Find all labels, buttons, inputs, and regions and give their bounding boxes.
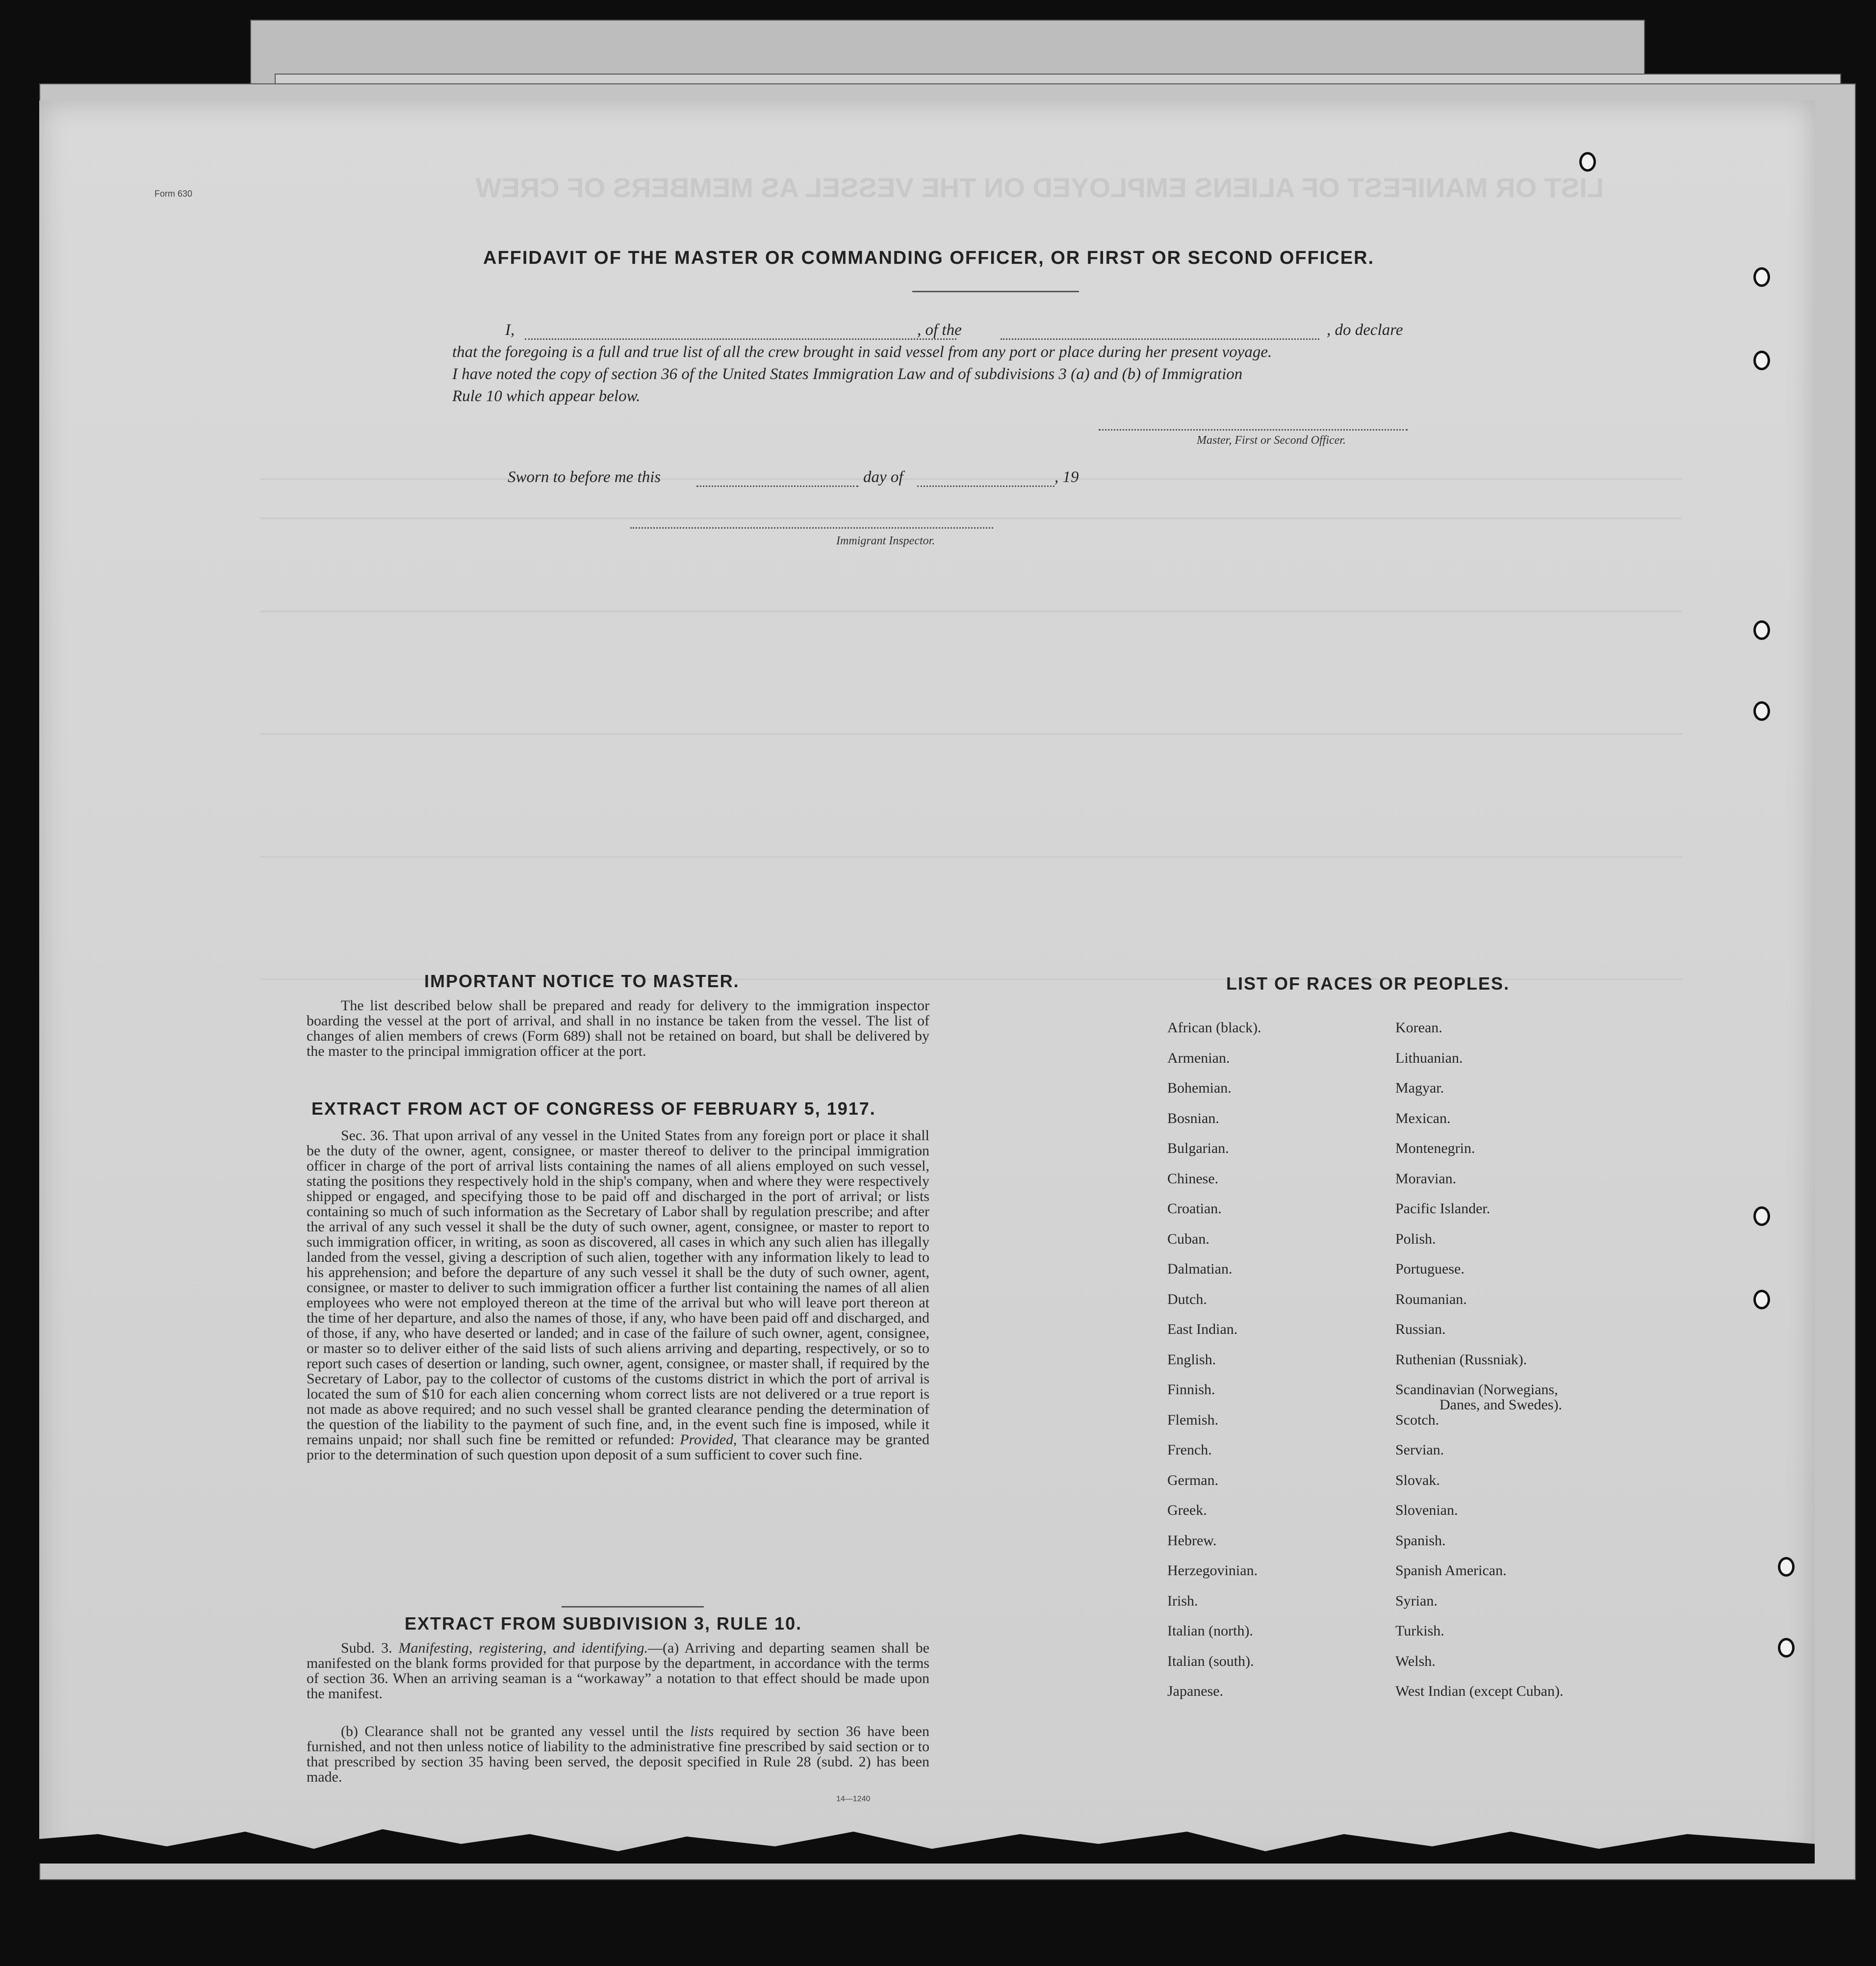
act-body: That upon arrival of any vessel in the United States from any foreign port or place it shall be the duty of the owner, agent, consignee, or master thereof to deliver to the principal immigration officer in charge of the port of arrival lists containing the names of all aliens employed on such vessel, stating the positions they respectively hold in the ship's company, when and where they were respectively shipped or engaged, and specifying those to be paid off and discharged in the port of arrival; or lists containing so much of such information as the Secretary of Labor shall by regulation prescribe; and after the arrival of any such vessel it shall be the duty of such owner, agent, consignee, or master to report to such immigration officer, in writing, as soon as discovered, all cases in which any such alien has illegally landed from the vessel, giving a description of such alien, together with any information likely to lead to his apprehension; and before the departure of any such vessel it shall be the duty of such owner, agent, consignee, or master to deliver to such immigration officer a further list containing the names of all alien employees who were not employed thereon at the time of the arrival but who will leave port thereon at the time of her departure, and also the names of those, if any, who have been paid off and discharged, and of those, if any, who have deserted or landed; and in case of the failure of such owner, agent, consignee, or master so to deliver either of the said lists of such aliens arriving and departing, respectively, or so to report such cases of desertion or landing, such owner, agent, consignee, or master shall, if required by the Secretary of Labor, pay to the collector of customs of the customs district in which the port of arrival is located the sum of $10 for each alien concerning whom correct lists are not delivered or a true report is not made as above required; and no such vessel shall be granted clearance pending the determination of the question of the liability to the payment of such fine, and, in the event such fine is imposed, while it remains unpaid; nor shall such fine be remitted or refunded: [307, 1127, 929, 1448]
inspector-signature-line [630, 527, 993, 529]
race-item: Spanish. [1395, 1532, 1446, 1549]
race-item: English. [1167, 1352, 1216, 1368]
subd-label: Subd. 3. [341, 1640, 392, 1656]
race-item: Roumanian. [1395, 1291, 1467, 1307]
act-body-end: That clearance may be granted prior to the determination of such question upon deposit of a sum sufficient to cover such fine. [307, 1431, 929, 1463]
race-item: Slovak. [1395, 1472, 1440, 1488]
subd-para-a-text: —(a) Arriving and departing seamen shall be manifested on the blank forms provided for that purpose by the department, in accordance with the terms of section 36. When an arriving seaman is a “workaway” a notation to that effect should be made upon the manifest. [307, 1640, 929, 1702]
race-item: West Indian (except Cuban). [1395, 1683, 1564, 1699]
race-item: Japanese. [1167, 1683, 1224, 1699]
subd-title: Manifesting, registering, and identifying. [398, 1640, 648, 1656]
manifest-page [39, 101, 1815, 1864]
binder-hole [1753, 701, 1770, 721]
sworn-month-line [917, 485, 1054, 487]
race-item: Portuguese. [1395, 1261, 1465, 1277]
race-item: Scotch. [1395, 1412, 1439, 1428]
binder-hole [1778, 1557, 1795, 1577]
form-code: 14—1240 [836, 1795, 871, 1803]
name-field-line [525, 338, 956, 340]
race-item: Flemish. [1167, 1412, 1219, 1428]
race-item: Greek. [1167, 1502, 1207, 1518]
signature-line [1099, 429, 1408, 431]
inspector-label: Immigrant Inspector. [836, 535, 935, 547]
race-item: Spanish American. [1395, 1562, 1507, 1579]
race-item: Cuban. [1167, 1231, 1209, 1247]
race-item: Montenegrin. [1395, 1140, 1475, 1156]
subd-para-b-lists: lists [690, 1723, 714, 1739]
affidavit-line-2: that the foregoing is a full and true list of all the crew brought in said vessel from any port or place during her present voyage. [452, 343, 1272, 361]
torn-edge [39, 1805, 1815, 1864]
subdivision-heading: EXTRACT FROM SUBDIVISION 3, RULE 10. [405, 1613, 802, 1634]
year-label: , 19 [1054, 468, 1079, 486]
divider [912, 291, 1079, 292]
race-item: Korean. [1395, 1020, 1442, 1036]
race-item: Moravian. [1395, 1171, 1457, 1187]
affidavit-line-3: I have noted the copy of section 36 of the United States Immigration Law and of subdivisions 3 (a) and (b) of Immigration [452, 365, 1243, 383]
affidavit-i: I, [505, 321, 515, 339]
race-item: Welsh. [1395, 1653, 1436, 1669]
subd-para-b-end: required by section 36 have been furnished, and not then unless notice of liability to the administrative fine prescribed by said section or to that prescribed by section 35 having been served, the deposit specified in Rule 28 (subd. 2) has been made. [307, 1723, 929, 1785]
affidavit-line-4: Rule 10 which appear below. [452, 387, 641, 405]
binder-hole [1753, 351, 1770, 370]
race-item: Dutch. [1167, 1291, 1207, 1307]
race-item: Bulgarian. [1167, 1140, 1229, 1156]
race-item: Turkish. [1395, 1623, 1444, 1639]
race-item: German. [1167, 1472, 1219, 1488]
race-item: Irish. [1167, 1593, 1198, 1609]
race-item: Italian (south). [1167, 1653, 1254, 1669]
race-item: Chinese. [1167, 1171, 1219, 1187]
notice-text: The list described below shall be prepared and ready for delivery to the immigration inspector boarding the vessel at the port of arrival, and shall in no instance be taken from the vessel. The list of changes of alien members of crews (Form 689) shall not be retained on board, but shall be delivered by the master to the principal immigration officer at the port. [307, 997, 929, 1059]
subdivision-para-b [307, 1724, 929, 1785]
races-heading: LIST OF RACES OR PEOPLES. [1226, 973, 1510, 994]
bleed-through-header: LIST OR MANIFEST OF ALIENS EMPLOYED ON THE VESSEL AS MEMBERS OF CREW [475, 172, 1604, 203]
race-item: Hebrew. [1167, 1532, 1217, 1549]
bleed-through-rule [260, 478, 1682, 480]
act-provided: Provided, [680, 1431, 737, 1448]
race-item: Croatian. [1167, 1200, 1222, 1217]
act-heading: EXTRACT FROM ACT OF CONGRESS OF FEBRUARY 5, 1917. [311, 1098, 876, 1119]
race-item: East Indian. [1167, 1321, 1238, 1337]
race-item: Armenian. [1167, 1050, 1230, 1066]
race-item: French. [1167, 1442, 1212, 1458]
binder-hole [1778, 1638, 1795, 1658]
affidavit-title: AFFIDAVIT OF THE MASTER OR COMMANDING OFFICER, OR FIRST OR SECOND OFFICER. [483, 248, 1375, 268]
race-item: Finnish. [1167, 1381, 1215, 1398]
bleed-through-rule [260, 856, 1682, 858]
act-text [307, 1128, 929, 1462]
race-item: Bohemian. [1167, 1080, 1232, 1096]
signature-label: Master, First or Second Officer. [1197, 434, 1346, 447]
race-item: Pacific Islander. [1395, 1200, 1491, 1217]
bleed-through-rule [260, 611, 1682, 613]
race-item: Bosnian. [1167, 1110, 1219, 1126]
affidavit-of-the: , of the [917, 321, 962, 339]
race-item: Danes, and Swedes). [1439, 1397, 1562, 1413]
binder-hole [1753, 1206, 1770, 1226]
binder-hole [1753, 267, 1770, 287]
race-item: Ruthenian (Russniak). [1395, 1352, 1527, 1368]
race-item: Russian. [1395, 1321, 1446, 1337]
notice-heading: IMPORTANT NOTICE TO MASTER. [424, 971, 740, 991]
race-item: Herzegovinian. [1167, 1562, 1258, 1579]
form-label: Form 630 [154, 189, 193, 199]
race-item: African (black). [1167, 1020, 1261, 1036]
race-item: Magyar. [1395, 1080, 1444, 1096]
act-section-label: Sec. 36. [341, 1127, 389, 1144]
race-item: Mexican. [1395, 1110, 1451, 1126]
affidavit-do-declare: , do declare [1327, 321, 1403, 339]
vessel-field-line [1001, 338, 1319, 340]
divider [562, 1606, 704, 1608]
race-item: Scandinavian (Norwegians, [1395, 1381, 1558, 1398]
binder-hole [1753, 1290, 1770, 1309]
bleed-through-rule [260, 517, 1682, 519]
bleed-through-rule [260, 733, 1682, 735]
binder-hole [1753, 620, 1770, 640]
race-item: Italian (north). [1167, 1623, 1253, 1639]
race-item: Dalmatian. [1167, 1261, 1233, 1277]
race-item: Syrian. [1395, 1593, 1438, 1609]
race-item: Servian. [1395, 1442, 1444, 1458]
sworn-day-line [696, 485, 858, 487]
race-item: Polish. [1395, 1231, 1436, 1247]
binder-hole [1579, 152, 1596, 172]
race-item: Lithuanian. [1395, 1050, 1463, 1066]
race-item: Slovenian. [1395, 1502, 1458, 1518]
sworn-label: Sworn to before me this [508, 468, 661, 486]
subdivision-para-a [307, 1640, 929, 1701]
day-of-label: day of [863, 468, 903, 486]
subd-para-b-start: (b) Clearance shall not be granted any vessel until the [341, 1723, 684, 1739]
